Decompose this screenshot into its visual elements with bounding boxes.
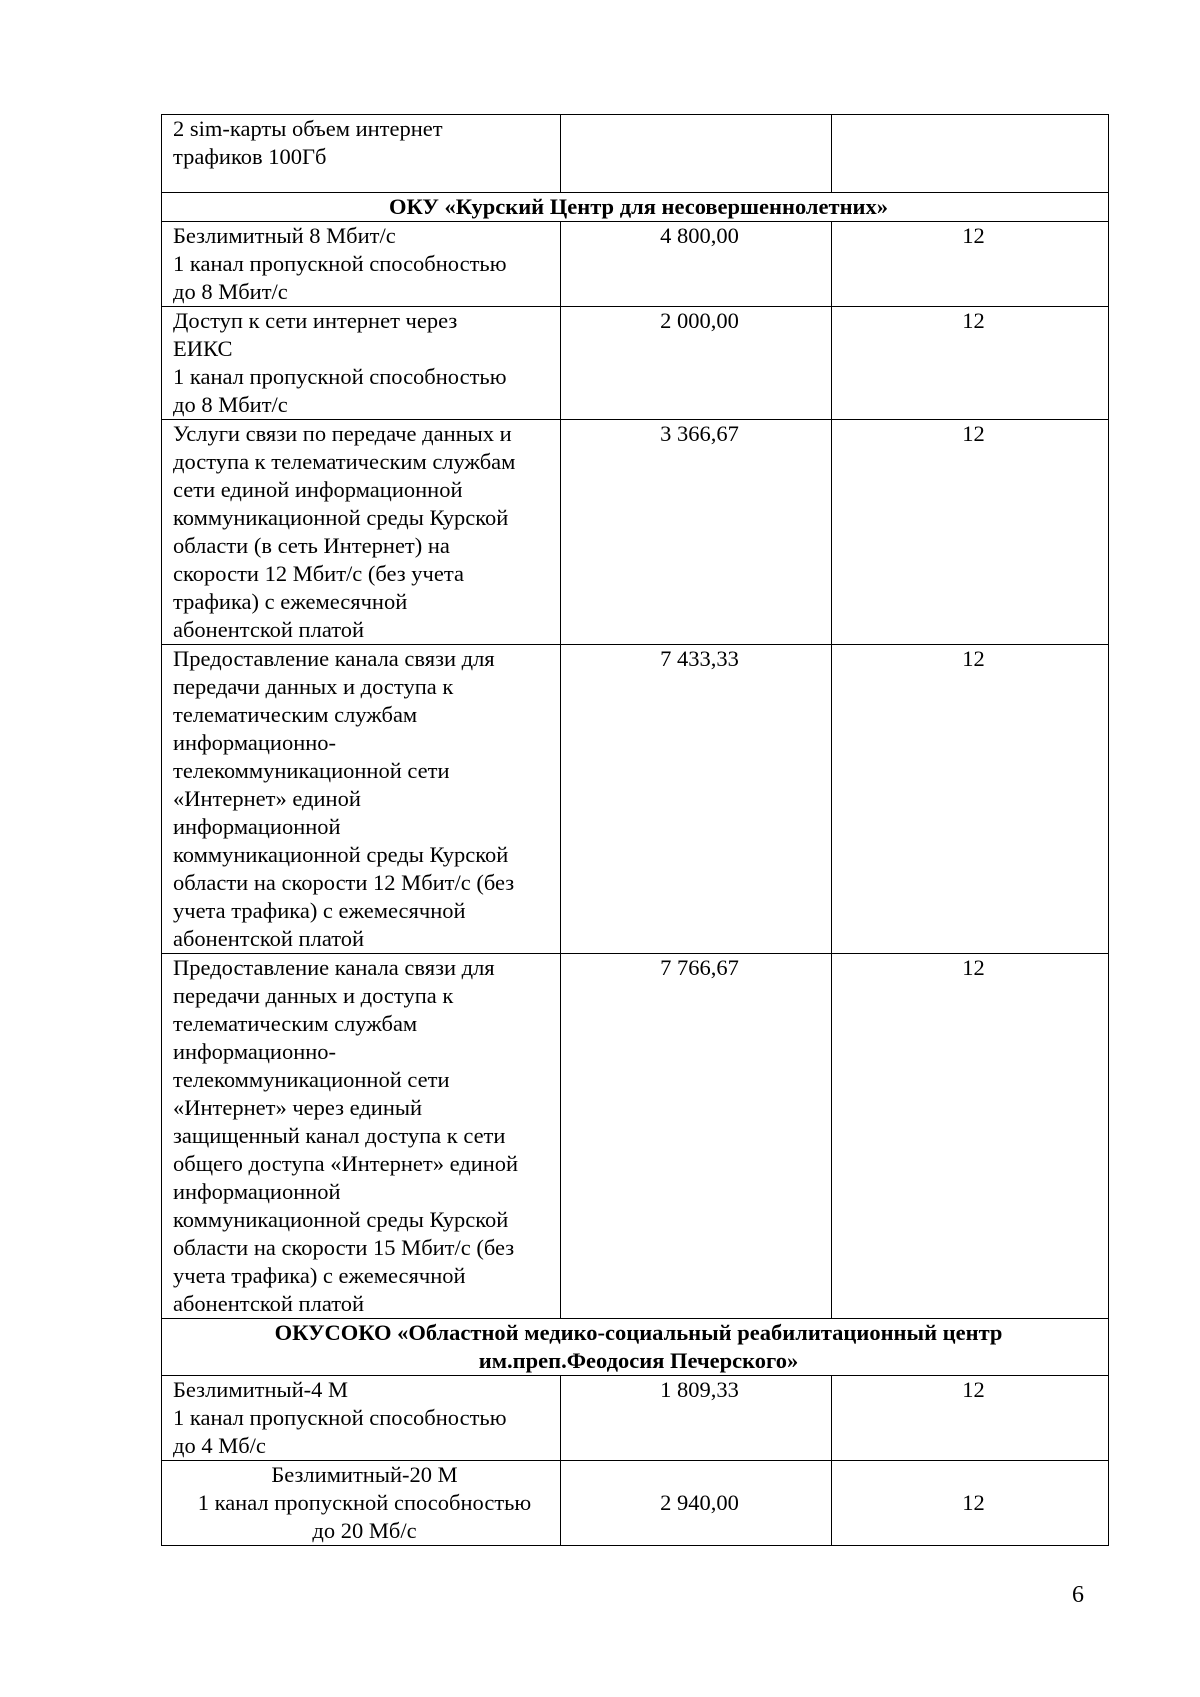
service-name-line: общего доступа «Интернет» единой bbox=[173, 1151, 519, 1176]
service-name-line: Безлимитный-20 М bbox=[271, 1462, 458, 1487]
service-name-line: сети единой информационной bbox=[173, 477, 463, 502]
quantity-cell: 12 bbox=[832, 1376, 1109, 1461]
service-name-line: области на скорости 12 Мбит/с (без bbox=[173, 870, 515, 895]
service-name-line: до 8 Мбит/с bbox=[173, 279, 288, 304]
service-name-line: информационной bbox=[173, 1179, 341, 1204]
table-row bbox=[162, 1461, 1109, 1546]
service-name-line: 1 канал пропускной способностью bbox=[197, 1490, 532, 1515]
service-name-cell bbox=[162, 307, 561, 420]
price-cell bbox=[561, 115, 832, 193]
table-row bbox=[162, 1376, 1109, 1461]
section-header-row bbox=[162, 1319, 1109, 1376]
service-name-line: Безлимитный-4 М bbox=[173, 1377, 349, 1402]
service-name-line: абонентской платой bbox=[173, 617, 365, 642]
page-number: 6 bbox=[1072, 1582, 1084, 1608]
service-name-line: «Интернет» единой bbox=[173, 786, 361, 811]
service-name-cell bbox=[162, 1376, 561, 1461]
service-name-line: Безлимитный 8 Мбит/с bbox=[173, 223, 396, 248]
service-name-line: телекоммуникационной сети bbox=[173, 1067, 450, 1092]
table-row bbox=[162, 645, 1109, 954]
price-cell: 7 433,33 bbox=[561, 645, 832, 954]
service-name-line: информационно- bbox=[173, 1039, 337, 1064]
service-name-line: коммуникационной среды Курской bbox=[173, 1207, 509, 1232]
service-name-line: области на скорости 15 Мбит/с (без bbox=[173, 1235, 515, 1260]
table-row bbox=[162, 954, 1109, 1319]
section-title: ОКУ «Курский Центр для несовершеннолетних» bbox=[162, 193, 1109, 222]
service-name-line: передачи данных и доступа к bbox=[173, 983, 454, 1008]
price-cell: 1 809,33 bbox=[561, 1376, 832, 1461]
service-name-line: защищенный канал доступа к сети bbox=[173, 1123, 506, 1148]
service-name-cell bbox=[162, 420, 561, 645]
service-name-cell bbox=[162, 645, 561, 954]
service-name-line: учета трафика) с ежемесячной bbox=[173, 898, 466, 923]
service-name-line: 1 канал пропускной способностью bbox=[173, 251, 507, 276]
section-title bbox=[162, 1319, 1109, 1376]
service-name-line: информационной bbox=[173, 814, 341, 839]
service-name-line: Доступ к сети интернет через bbox=[173, 308, 458, 333]
service-name-cell bbox=[162, 1461, 561, 1546]
service-name-line: учета трафика) с ежемесячной bbox=[173, 1263, 466, 1288]
service-name-line: абонентской платой bbox=[173, 1291, 365, 1316]
service-name-line: информационно- bbox=[173, 730, 337, 755]
service-name-line: коммуникационной среды Курской bbox=[173, 505, 509, 530]
services-table bbox=[161, 114, 1109, 1546]
service-name-line: трафиков 100Гб bbox=[173, 144, 327, 169]
price-cell: 7 766,67 bbox=[561, 954, 832, 1319]
service-name-line: телематическим службам bbox=[173, 702, 418, 727]
section-title-line: ОКУСОКО «Областной медико-социальный реабилитационный центр bbox=[274, 1320, 1003, 1345]
service-name-line: ЕИКС bbox=[173, 336, 233, 361]
service-name-line: до 20 Мб/с bbox=[312, 1518, 417, 1543]
service-name-cell bbox=[162, 115, 561, 193]
quantity-cell: 12 bbox=[832, 307, 1109, 420]
section-title-line: им.преп.Феодосия Печерского» bbox=[478, 1348, 799, 1373]
table-row bbox=[162, 420, 1109, 645]
quantity-cell: 12 bbox=[832, 1461, 1109, 1546]
service-name-cell bbox=[162, 954, 561, 1319]
service-name-cell bbox=[162, 222, 561, 307]
price-cell: 2 940,00 bbox=[561, 1461, 832, 1546]
table-row bbox=[162, 115, 1109, 193]
service-name-line: трафика) с ежемесячной bbox=[173, 589, 408, 614]
price-cell: 3 366,67 bbox=[561, 420, 832, 645]
service-name-line: области (в сеть Интернет) на bbox=[173, 533, 450, 558]
quantity-cell: 12 bbox=[832, 954, 1109, 1319]
service-name-line: Предоставление канала связи для bbox=[173, 646, 495, 671]
service-name-line: «Интернет» через единый bbox=[173, 1095, 423, 1120]
service-name-line: скорости 12 Мбит/с (без учета bbox=[173, 561, 464, 586]
service-name-line: телекоммуникационной сети bbox=[173, 758, 450, 783]
service-name-line: 1 канал пропускной способностью bbox=[173, 364, 507, 389]
section-header-row bbox=[162, 193, 1109, 222]
service-name-line: до 4 Мб/с bbox=[173, 1433, 266, 1458]
service-name-line: до 8 Мбит/с bbox=[173, 392, 288, 417]
quantity-cell bbox=[832, 115, 1109, 193]
service-name-line: передачи данных и доступа к bbox=[173, 674, 454, 699]
table-row bbox=[162, 222, 1109, 307]
service-name-line: абонентской платой bbox=[173, 926, 365, 951]
service-name-line: 1 канал пропускной способностью bbox=[173, 1405, 507, 1430]
quantity-cell: 12 bbox=[832, 420, 1109, 645]
quantity-cell: 12 bbox=[832, 645, 1109, 954]
service-name-line: доступа к телематическим службам bbox=[173, 449, 516, 474]
service-name-line: Предоставление канала связи для bbox=[173, 955, 495, 980]
table-row bbox=[162, 307, 1109, 420]
service-name-line: 2 sim-карты объем интернет bbox=[173, 116, 443, 141]
service-name-line: Услуги связи по передаче данных и bbox=[173, 421, 512, 446]
price-cell: 4 800,00 bbox=[561, 222, 832, 307]
service-name-line: коммуникационной среды Курской bbox=[173, 842, 509, 867]
quantity-cell: 12 bbox=[832, 222, 1109, 307]
price-cell: 2 000,00 bbox=[561, 307, 832, 420]
service-name-line: телематическим службам bbox=[173, 1011, 418, 1036]
